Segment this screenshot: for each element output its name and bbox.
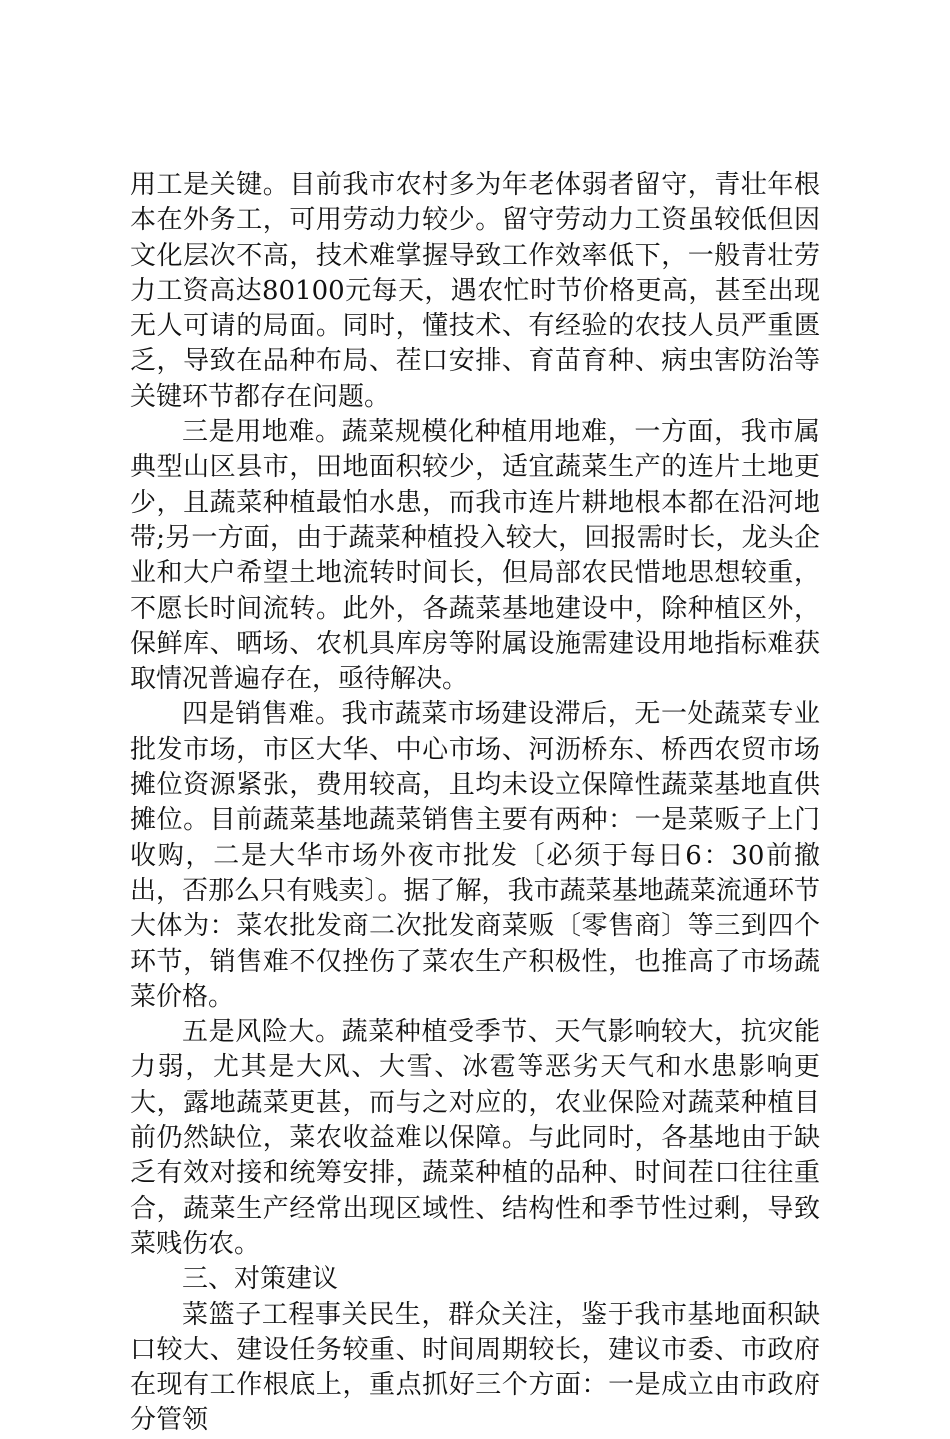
paragraph-sales-difficulty: 四是销售难。我市蔬菜市场建设滞后，无一处蔬菜专业批发市场，市区大华、中心市场、河沥桥东、桥西农贸市场摊位资源紧张，费用较高，且均未设立保障性蔬菜基地直供摊位。目前蔬菜基地蔬菜销售主要有两种：一是菜贩子上门收购，二是大华市场外夜市批发〔必须于每日6：30前撤出，否那么只有贱卖〕。据了解，我市蔬菜基地蔬菜流通环节大体为：菜农批发商二次批发商菜贩〔零售商〕等三到四个环节，销售难不仅挫伤了菜农生产积极性，也推高了市场蔬菜价格。 xyxy=(130,699,820,1012)
document-body xyxy=(130,168,820,1439)
paragraph-labor-continuation: 用工是关键。目前我市农村多为年老体弱者留守，青壮年根本在外务工，可用劳动力较少。留守劳动力工资虽较低但因文化层次不高，技术难掌握导致工作效率低下，一般青壮劳力工资高达80100元每天，遇农忙时节价格更高，甚至出现无人可请的局面。同时，懂技术、有经验的农技人员严重匮乏，导致在品种布局、茬口安排、育苗育种、病虫害防治等关键环节都存在问题。 xyxy=(130,170,820,412)
section-heading-recommendations: 三、对策建议 xyxy=(182,1264,339,1295)
paragraph-vegetable-basket: 菜篮子工程事关民生，群众关注，鉴于我市基地面积缺口较大、建设任务较重、时间周期较长，建议市委、市政府在现有工作根底上，重点抓好三个方面：一是成立由市政府分管领 xyxy=(130,1299,820,1436)
paragraph-high-risk: 五是风险大。蔬菜种植受季节、天气影响较大，抗灾能力弱，尤其是大风、大雪、冰雹等恶劣天气和水患影响更大，露地蔬菜更甚，而与之对应的，农业保险对蔬菜种植目前仍然缺位，菜农收益难以保障。与此同时，各基地由于缺乏有效对接和统筹安排，蔬菜种植的品种、时间茬口往往重合，蔬菜生产经常出现区域性、结构性和季节性过剩，导致菜贱伤农。 xyxy=(130,1017,820,1259)
paragraph-land-difficulty: 三是用地难。蔬菜规模化种植用地难，一方面，我市属典型山区县市，田地面积较少，适宜蔬菜生产的连片土地更少，且蔬菜种植最怕水患，而我市连片耕地根本都在沿河地带;另一方面，由于蔬菜种植投入较大，回报需时长，龙头企业和大户希望土地流转时间长，但局部农民惜地思想较重，不愿长时间流转。此外，各蔬菜基地建设中，除种植区外，保鲜库、晒场、农机具库房等附属设施需建设用地指标难获取情况普遍存在，亟待解决。 xyxy=(130,417,820,695)
